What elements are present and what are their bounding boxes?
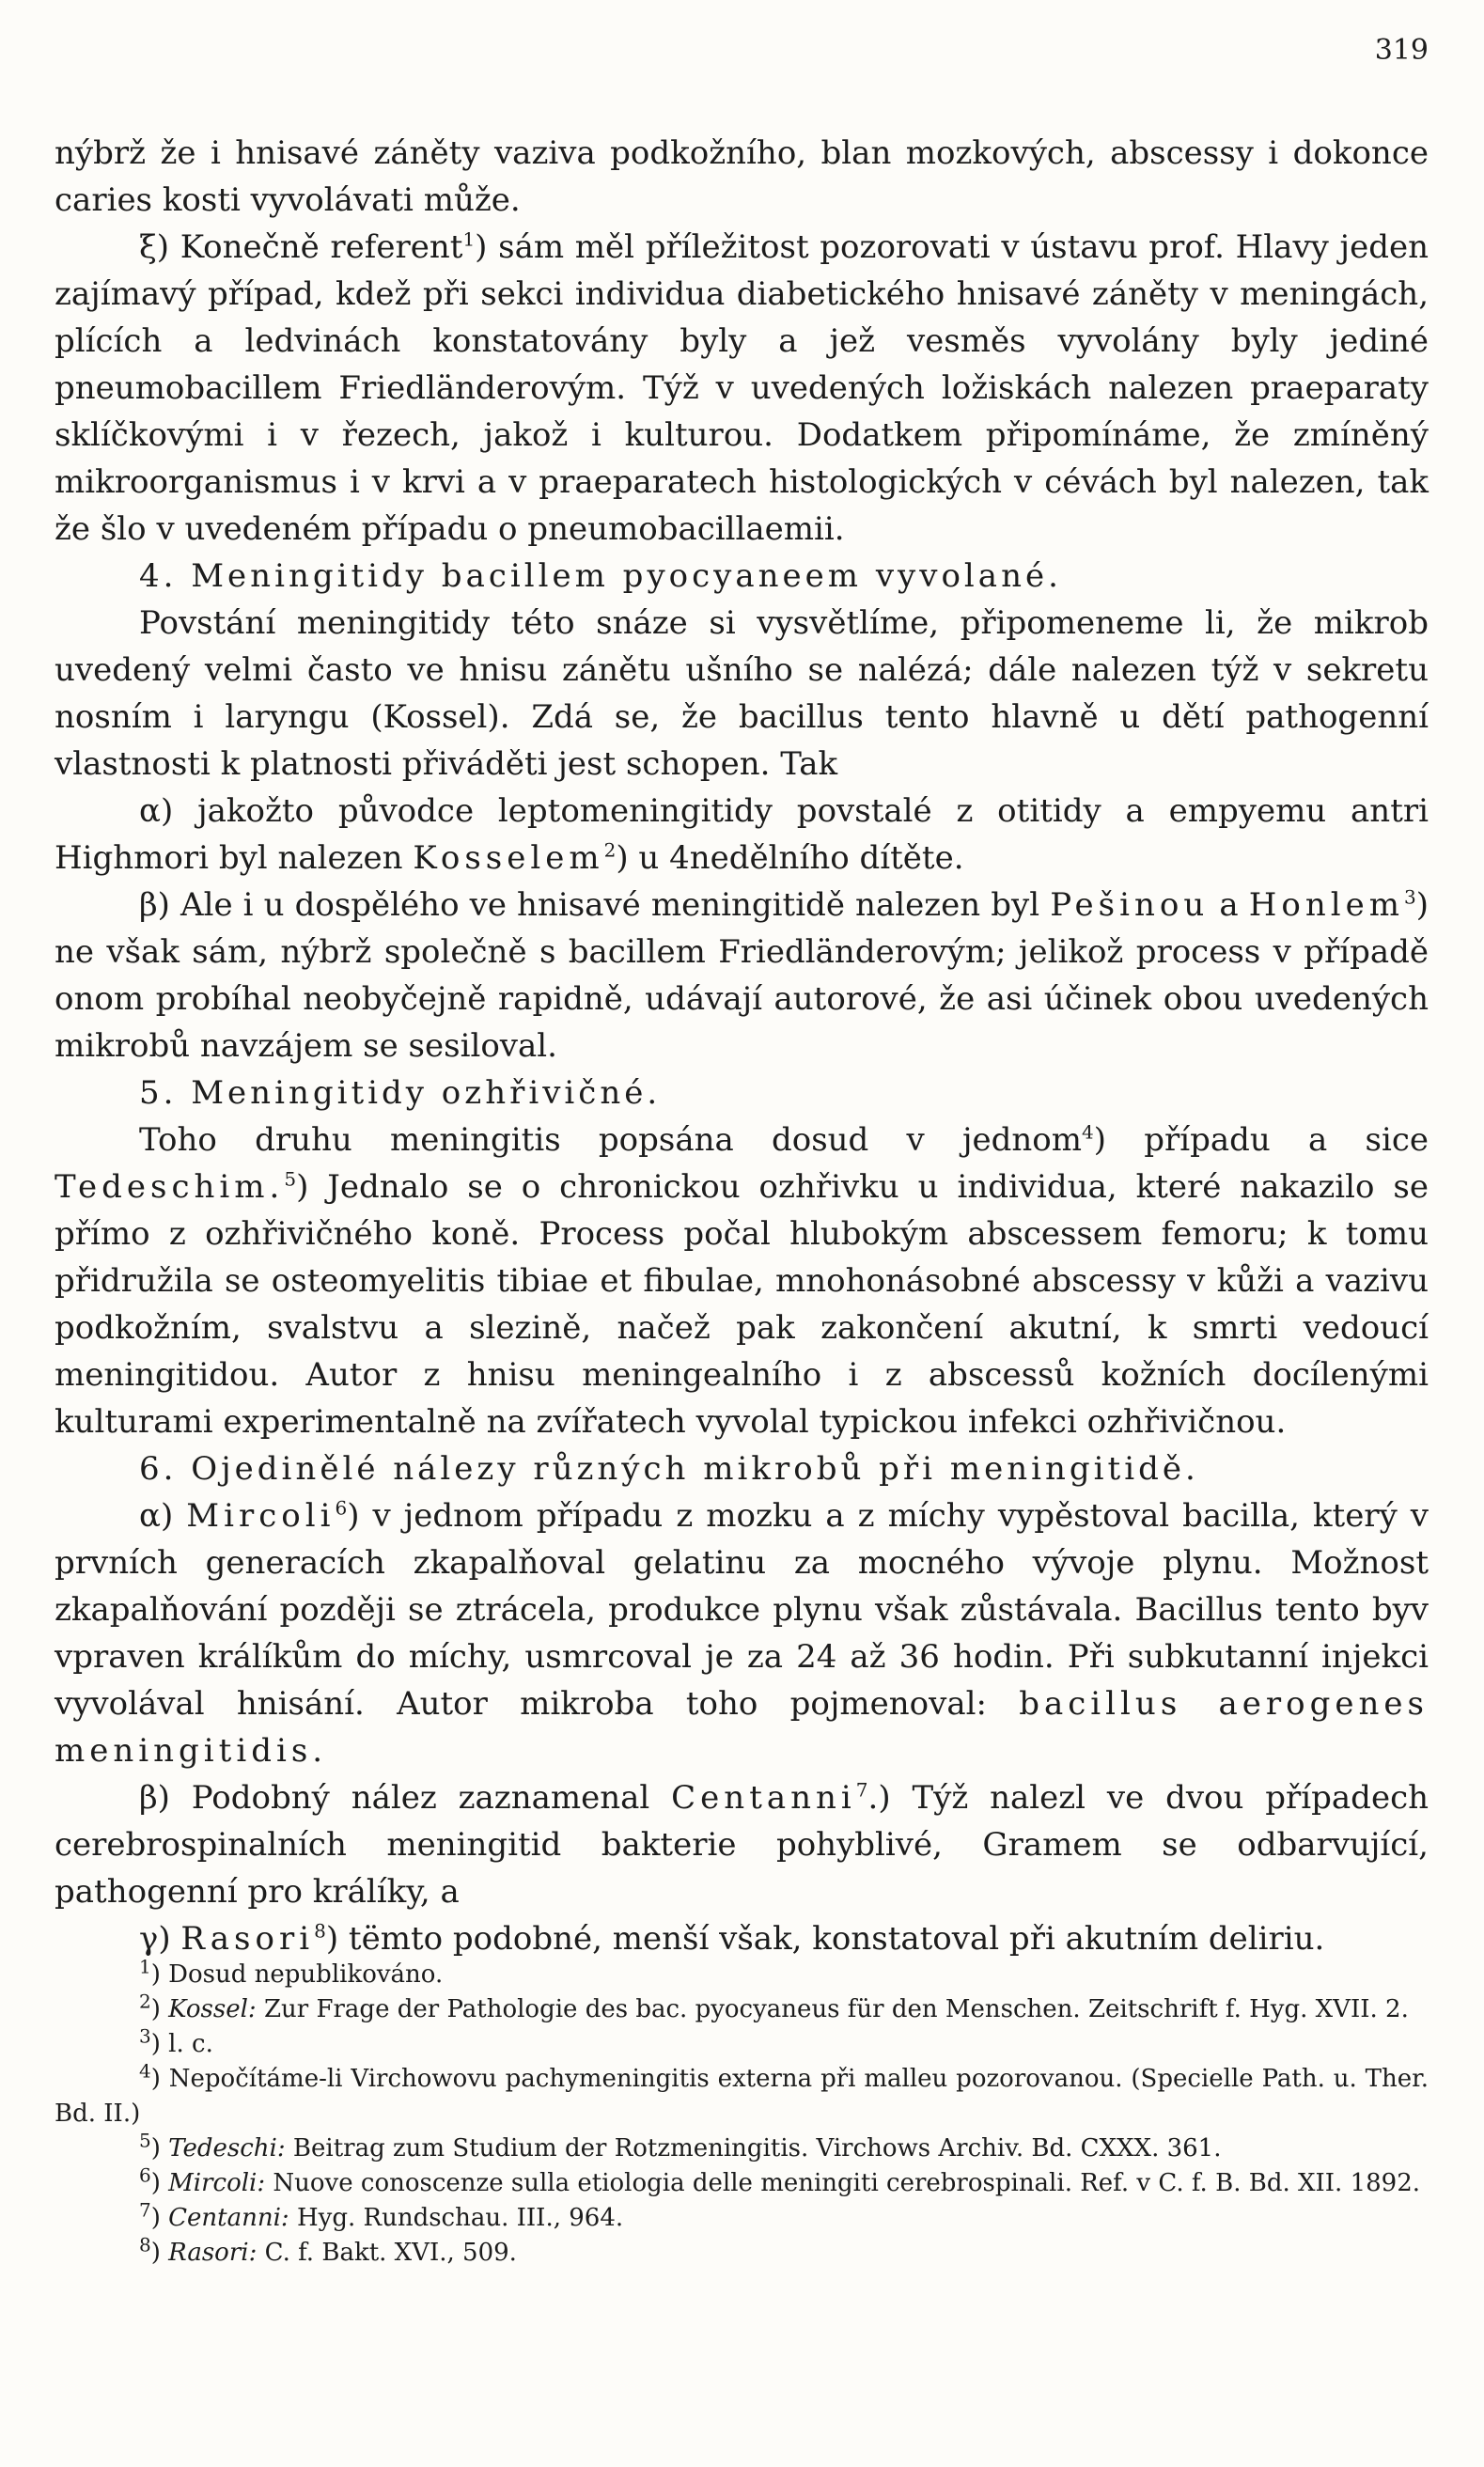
- paragraph-8: β) Podobný nález zaznamenal Centanni$^7$.) Týž nalezl ve dvou případech cerebrospinalních meningitid bakterie pohyblivé, Gramem se odbarvující, pathogenní pro králíky, a: [55, 1778, 1429, 1911]
- item-label: α): [139, 792, 174, 830]
- footnote-ref: 5: [284, 1167, 297, 1191]
- footnote-ref: 2: [603, 838, 617, 862]
- footnote-ref: 6: [335, 1496, 348, 1520]
- section-heading-6: 6. Ojedinělé nálezy různých mikrobů při meningitidě.: [139, 1450, 1199, 1488]
- paragraph-9: γ) Rasori$^8$) tëmto podobné, menší však, konstatoval při akutním deliriu.: [139, 1919, 1325, 1958]
- paragraph-5: β) Ale i u dospělého ve hnisavé meningitidě nalezen byl Pešinou a Honlem$^3$) ne však sám, nýbrž společně s bacillem Friedländerovým; jelikož process v případě onom probíhal neobyčejně rapidně, udávají autorové, že asi účinek obou uvedených mikrobů navzájem se sesiloval.: [55, 885, 1429, 1065]
- item-label: γ): [139, 1920, 171, 1958]
- author-name: Centanni: [671, 1779, 856, 1817]
- paragraph-3: Povstání meningitidy této snáze si vysvětlíme, připomeneme li, že mikrob uvedený velmi často ve hnisu zánětu ušního se nalézá; dále nalezen týž v sekretu nosním i laryngu (Kossel). Zdá se, že bacillus tento hlavně u dětí pathogenní vlastnosti k platnosti přiváděti jest schopen. Tak: [55, 604, 1429, 783]
- footnote: $^3$) l. c.: [139, 2024, 213, 2058]
- body-text: [55, 130, 1429, 1962]
- footnote: $^4$) Nepočítáme-li Virchowovu pachymeningitis externa při malleu pozorovanou. (Specielle Path. u. Ther. Bd. II.): [55, 2059, 1429, 2128]
- author-name: Kosselem: [413, 839, 604, 877]
- author-name: Tedeschim.: [55, 1168, 285, 1206]
- paragraph-1: nýbrž že i hnisavé záněty vaziva podkožního, blan mozkových, abscessy i dokonce caries kosti vyvolávati může.: [55, 134, 1429, 219]
- footnote: $^5$) Tedeschi: Beitrag zum Studium der Rotzmeningitis. Virchows Archiv. Bd. CXXX. 361.: [139, 2129, 1222, 2163]
- item-label: ξ): [139, 228, 169, 266]
- paragraph-7: α) Mircoli$^6$) v jednom případu z mozku a z míchy vypěstoval bacilla, který v prvních generacích zkapalňoval gelatinu za mocného vývoje plynu. Možnost zkapalňování později se ztrácela, produkce plynu však zůstávala. Bacillus tento byv vpraven králíkům do míchy, usmrcoval je za 24 až 36 hodin. Při subkutanní injekci vyvolával hnisání. Autor mikroba toho pojmenoval: bacillus aerogenes meningitidis.: [55, 1496, 1429, 1770]
- author-name: Honlem: [1248, 886, 1404, 924]
- paragraph-2: ξ) Konečně referent$^1$) sám měl příležitost pozorovati v ústavu prof. Hlavy jeden zajímavý případ, kdež při sekci individua diabetického hnisavé záněty v meningách, plících a ledvinách konstatovány byly a jež vesměs vyvolány byly jediné pneumobacillem Friedländerovým. Týž v uvedených ložiskách nalezen praeparaty sklíčkovými i v řezech, jakož i kulturou. Dodatkem připomínáme, že zmíněný mikroorganismus i v krvi a v praeparatech histologických v cévách byl nalezen, tak že šlo v uvedeném případu o pneumobacillaemii.: [55, 227, 1429, 548]
- author-name: Pešinou: [1050, 886, 1210, 924]
- species-name: bacillus aerogenes meningitidis.: [55, 1685, 1429, 1770]
- author-name: Rasori: [180, 1920, 315, 1958]
- footnote: $^8$) Rasori: C. f. Bakt. XVI., 509.: [139, 2233, 517, 2267]
- item-label: α): [139, 1497, 174, 1535]
- footnote-ref: 7: [855, 1778, 868, 1802]
- footnote: $^7$) Centanni: Hyg. Rundschau. III., 964.: [139, 2198, 624, 2232]
- section-heading-4: 4. Meningitidy bacillem pyocyaneem vyvolané.: [139, 557, 1062, 595]
- paragraph-4: α) jakožto původce leptomeningitidy povstalé z otitidy a empyemu antri Highmori byl nalezen Kosselem$^2$) u 4nedělního dítěte.: [55, 792, 1429, 877]
- footnotes: [55, 1955, 1429, 2271]
- item-label: β): [139, 886, 170, 924]
- footnote: $^2$) Kossel: Zur Frage der Pathologie des bac. pyocyaneus für den Menschen. Zeitschrift f. Hyg. XVII. 2.: [139, 1990, 1409, 2023]
- footnote: $^6$) Mircoli: Nuove conoscenze sulla etiologia delle meningiti cerebrospinali. Ref. v C. f. B. Bd. XII. 1892.: [139, 2163, 1421, 2197]
- paragraph-6: Toho druhu meningitis popsána dosud v jednom$^4$) případu a sice Tedeschim.$^5$) Jednalo se o chronickou ozhřivku u individua, které nakazilo se přímo z ozhřivičného koně. Process počal hlubokým abscessem femoru; k tomu přidružila se osteomyelitis tibiae et fibulae, mnohonásobné abscessy v kůži a vazivu podkožním, svalstvu a slezině, načež pak zakončení akutní, k smrti vedoucí meningitidou. Autor z hnisu meningealního i z abscessů kožních docílenými kulturami experimentalně na zvířatech vyvolal typickou infekci ozhřivičnou.: [55, 1120, 1429, 1441]
- footnote-ref: 3: [1403, 885, 1416, 909]
- item-label: β): [139, 1779, 170, 1817]
- author-name: Mircoli: [186, 1497, 336, 1535]
- footnote-ref: 8: [314, 1919, 326, 1943]
- section-heading-5: 5. Meningitidy ozhřivičné.: [139, 1074, 662, 1112]
- page-number: 319: [1374, 34, 1429, 67]
- footnote: $^1$) Dosud nepublikováno.: [139, 1955, 444, 1989]
- footnote-ref: 4: [1082, 1120, 1094, 1144]
- footnote-ref: 1: [462, 227, 476, 251]
